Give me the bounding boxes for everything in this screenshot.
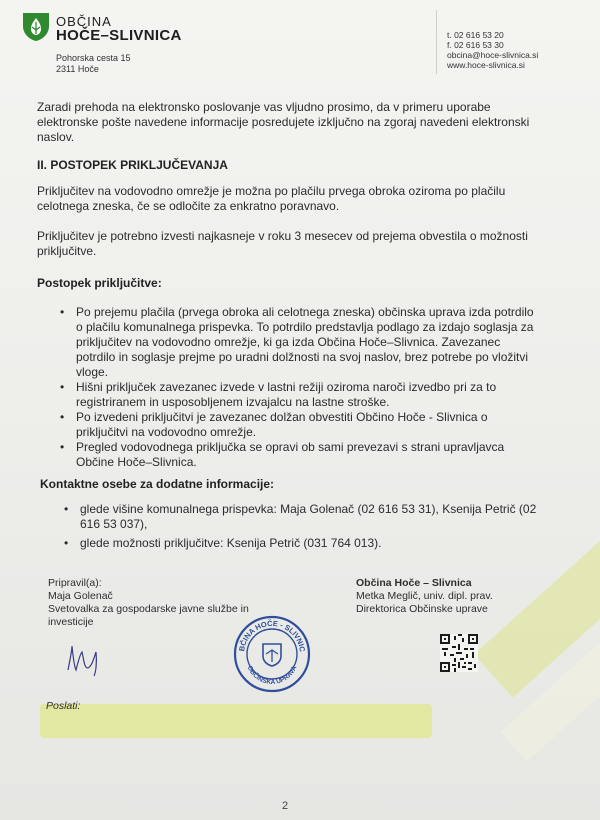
prepared-by-role-2: investicije — [48, 616, 94, 628]
bullet-icon: • — [60, 410, 65, 424]
list-item-text: Pregled vodovodnega priključka se opravi ob sami prevezavi s strani upravljavca Občine Hoče–Slivnica. — [76, 440, 505, 469]
municipal-coat-of-arms-icon — [22, 12, 50, 42]
signatory-role: Direktorica Občinske uprave — [356, 603, 488, 615]
stamp-bottom-text: OBČINSKA UPRAVA — [245, 664, 299, 687]
contact-web: www.hoce-slivnica.si — [447, 60, 525, 70]
header-title-line1: OBČINA — [56, 14, 112, 29]
list-item — [60, 305, 538, 380]
stamp-top-text: BČINA HOČE - SLIVNIC — [237, 618, 307, 653]
prepared-by-label: Pripravil(a): — [48, 577, 102, 589]
official-stamp — [232, 614, 312, 694]
contact-email: obcina@hoce-slivnica.si — [447, 50, 539, 60]
sent-to-label: Poslati: — [46, 700, 81, 712]
contacts-list — [64, 502, 540, 551]
section-heading: II. POSTOPEK PRIKLJUČEVANJA — [37, 158, 228, 172]
contact-fax: f. 02 616 53 30 — [447, 40, 504, 50]
list-item-text: glede možnosti priključitve: Ksenija Petrič (031 764 013). — [80, 536, 382, 550]
header-divider — [436, 10, 437, 74]
address-street: Pohorska cesta 15 — [56, 53, 131, 63]
prepared-by-name: Maja Golenač — [48, 590, 113, 602]
procedure-heading: Postopek priključitve: — [37, 276, 162, 290]
section-paragraph-1: Priključitev na vodovodno omrežje je možna po plačilu prvega obroka oziroma po plačilu celotnega zneska, če se odločite za enkratno poravnavo. — [37, 184, 506, 213]
bullet-icon: • — [64, 536, 69, 550]
list-item — [60, 410, 538, 440]
handwritten-signature — [60, 638, 110, 678]
list-item-text: Hišni priključek zavezanec izvede v lastni režiji oziroma naroči izvedbo pri za to registriranem in usposobljenem izvajalcu na lastne stroške. — [76, 380, 497, 409]
bullet-icon: • — [60, 440, 65, 454]
list-item-text: Po prejemu plačila (prvega obroka ali celotnega zneska) občinska uprava izda potrdilo o plačilu komunalnega prispevka. To potrdilo predstavlja podlago za izdajo soglasja za priključitev na vodovodno omrežje, ki ga izda Občina Hoče–Slivnica. Zavezanec potrdilo in soglasje prejme po uradni dolžnosti na svoj naslov, brez potrebe po vložitvi vloge. — [76, 305, 534, 379]
bullet-icon: • — [60, 380, 65, 394]
page-number: 2 — [282, 800, 289, 812]
address-postcode: 2311 Hoče — [56, 64, 99, 74]
signatory-organization: Občina Hoče – Slivnica — [356, 577, 472, 589]
bullet-icon: • — [64, 502, 69, 516]
svg-text:OBČINSKA UPRAVA — [246, 665, 299, 686]
list-item-text: Po izvedeni priključitvi je zavezanec dolžan obvestiti Občino Hoče - Slivnica o priključitvi na vodovodno omrežje. — [76, 410, 488, 439]
intro-paragraph: Zaradi prehoda na elektronsko poslovanje vas vljudno prosimo, da v primeru uporabe elektronske pošte navedene informacije posredujete izključno na zgoraj navedeni elektronski naslov. — [37, 100, 530, 144]
header-contact-block — [447, 30, 538, 70]
list-item — [60, 380, 538, 410]
list-item — [64, 536, 540, 551]
procedure-list — [60, 305, 538, 470]
header-address — [56, 53, 131, 75]
list-item-text: glede višine komunalnega prispevka: Maja Golenač (02 616 53 31), Ksenija Petrič (02 616 53 037), — [80, 502, 537, 531]
bullet-icon: • — [60, 305, 65, 319]
highlighted-redaction — [40, 704, 432, 738]
list-item — [60, 440, 538, 470]
contact-phone: t. 02 616 53 20 — [447, 30, 504, 40]
prepared-by-role-1: Svetovalka za gospodarske javne službe in — [48, 603, 249, 615]
signatory-name: Metka Meglič, univ. dipl. prav. — [356, 590, 493, 602]
header-title-line2: HOČE–SLIVNICA — [56, 27, 182, 44]
qr-code — [440, 634, 478, 672]
section-paragraph-2: Priključitev je potrebno izvesti najkasneje v roku 3 mesecev od prejema obvestila o možnosti priključitve. — [37, 229, 528, 258]
signature-block-right — [356, 577, 556, 616]
contacts-heading: Kontaktne osebe za dodatne informacije: — [40, 477, 275, 491]
list-item — [64, 502, 540, 532]
